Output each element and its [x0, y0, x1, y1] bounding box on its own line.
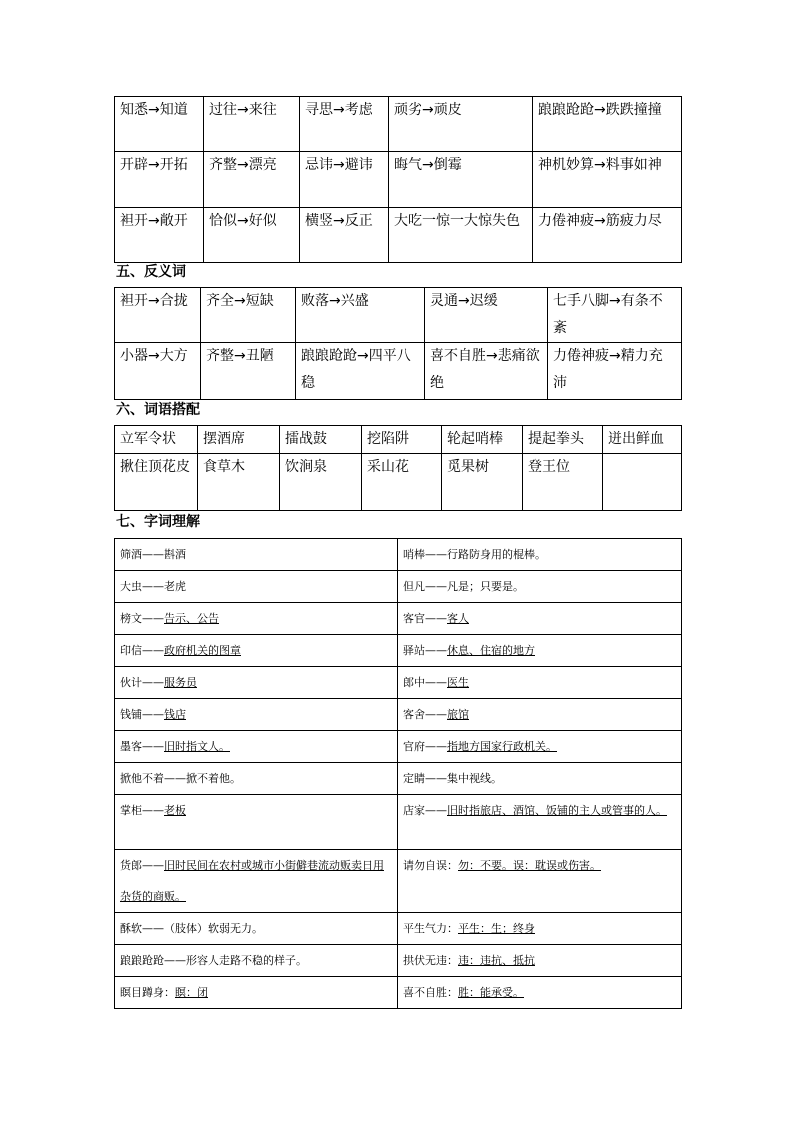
term: 货郎——: [120, 859, 164, 872]
term: 掀他不着——: [120, 772, 186, 785]
table-row: [115, 571, 682, 603]
table-cell: 知悉→知道: [115, 97, 204, 152]
term: 哨棒——: [403, 548, 447, 561]
table-row: [115, 426, 682, 454]
table-cell: 喜不自胜→悲痛欲绝: [425, 343, 548, 400]
definition-cell: [115, 571, 398, 603]
definition-cell: [115, 763, 398, 795]
table-cell: 齐整→丑陋: [201, 343, 296, 400]
definition-cell: [398, 603, 682, 635]
definition-cell: [398, 977, 682, 1009]
definition: 老板: [164, 804, 186, 817]
table-row: [115, 635, 682, 667]
table-row: [115, 699, 682, 731]
definition: 告示、公告: [164, 612, 219, 625]
definition: 旧时指文人。: [164, 740, 230, 753]
table-cell: 力倦神疲→精力充沛: [548, 343, 682, 400]
definition-cell: [398, 945, 682, 977]
table-row: [115, 850, 682, 913]
definition-cell: [115, 945, 398, 977]
definition-cell: [115, 795, 398, 850]
table-cell: 过往→来往: [204, 97, 300, 152]
term: 请勿自误：: [403, 859, 458, 872]
table-cell: 食草木: [198, 454, 280, 511]
table-cell: 踉踉跄跄→四平八稳: [296, 343, 425, 400]
table-cell: 忌讳→避讳: [300, 152, 389, 208]
definition: （肢体）软弱无力。: [164, 922, 263, 935]
definition: 钱店: [164, 708, 186, 721]
table-cell: 败落→兴盛: [296, 288, 425, 343]
table-cell: 饮涧泉: [280, 454, 362, 511]
table-cell: 齐全→短缺: [201, 288, 296, 343]
term: 大虫——: [120, 580, 164, 593]
definition: 医生: [447, 676, 469, 689]
table-cell: 寻思→考虑: [300, 97, 389, 152]
definition: 老虎: [164, 580, 186, 593]
definition-cell: [115, 699, 398, 731]
word-meanings-heading: 七、字词理解: [116, 514, 200, 530]
definition: 凡是；只要是。: [447, 580, 524, 593]
table-row: [115, 667, 682, 699]
definition-cell: [115, 731, 398, 763]
table-row: [115, 603, 682, 635]
definition-cell: [398, 731, 682, 763]
table-cell: 擂战鼓: [280, 426, 362, 454]
definition: 平生：生；终身: [458, 922, 535, 935]
definition-cell: [115, 977, 398, 1009]
definition-cell: [115, 913, 398, 945]
definition: 瞑：闭: [175, 986, 208, 999]
term: 墨客——: [120, 740, 164, 753]
collocations-heading: 六、词语搭配: [116, 402, 200, 418]
definition: 指地方国家行政机关。: [447, 740, 557, 753]
table-cell: 齐整→漂亮: [204, 152, 300, 208]
table-cell: 大吃一惊一大惊失色: [389, 208, 533, 263]
table-row: [115, 913, 682, 945]
definition-cell: [115, 635, 398, 667]
table-cell: 恰似→好似: [204, 208, 300, 263]
term: 但凡——: [403, 580, 447, 593]
term: 瞑目蹲身：: [120, 986, 175, 999]
definition-cell: [398, 763, 682, 795]
table-cell: 力倦神疲→筋疲力尽: [533, 208, 682, 263]
definition-cell: [115, 603, 398, 635]
definition-cell: [115, 667, 398, 699]
table-row: [115, 97, 682, 152]
definition: 行路防身用的棍棒。: [447, 548, 546, 561]
table-cell: 袒开→合拢: [115, 288, 201, 343]
term: 官府——: [403, 740, 447, 753]
table-row: [115, 977, 682, 1009]
definition-cell: [398, 913, 682, 945]
definition: 休息、住宿的地方: [447, 644, 535, 657]
term: 店家——: [403, 804, 447, 817]
term: 掌柜——: [120, 804, 164, 817]
table-cell: 晦气→倒霉: [389, 152, 533, 208]
table-cell: 开辟→开拓: [115, 152, 204, 208]
term: 喜不自胜：: [403, 986, 458, 999]
table-cell: 摆酒席: [198, 426, 280, 454]
table-cell: 觅果树: [442, 454, 523, 511]
table-row: [115, 343, 682, 400]
term: 踉踉跄跄——: [120, 954, 186, 967]
term: 伙计——: [120, 676, 164, 689]
definition-cell: [115, 850, 398, 913]
antonyms-table: [114, 287, 682, 400]
definition: 政府机关的图章: [164, 644, 241, 657]
definition: 旅馆: [447, 708, 469, 721]
table-cell: 采山花: [362, 454, 442, 511]
table-row: [115, 152, 682, 208]
term: 钱铺——: [120, 708, 164, 721]
definition: 客人: [447, 612, 469, 625]
definition: 服务员: [164, 676, 197, 689]
definition-cell: [398, 699, 682, 731]
definition-cell: [398, 667, 682, 699]
definition: 掀不着他。: [186, 772, 241, 785]
definition-cell: [115, 539, 398, 571]
definition: 违：违抗、抵抗: [458, 954, 535, 967]
table-row: [115, 763, 682, 795]
table-cell: 袒开→敞开: [115, 208, 204, 263]
collocations-table: [114, 425, 682, 511]
term: 郎中——: [403, 676, 447, 689]
table-cell: 灵通→迟缓: [425, 288, 548, 343]
definition-cell: [398, 635, 682, 667]
term: 筛酒——: [120, 548, 164, 561]
synonyms-table: [114, 96, 682, 263]
definition: 旧时民间在农村或城市小街僻巷流动贩卖日用杂货的商贩。: [120, 859, 384, 903]
table-row: [115, 208, 682, 263]
definition-cell: [398, 850, 682, 913]
term: 平生气力：: [403, 922, 458, 935]
term: 客官——: [403, 612, 447, 625]
table-cell: 小器→大方: [115, 343, 201, 400]
definition: 形容人走路不稳的样子。: [186, 954, 307, 967]
table-cell: [603, 454, 682, 511]
term: 酥软——: [120, 922, 164, 935]
term: 客舍——: [403, 708, 447, 721]
table-cell: 挖陷阱: [362, 426, 442, 454]
table-row: [115, 288, 682, 343]
definition-cell: [398, 539, 682, 571]
table-cell: 踉踉跄跄→跌跌撞撞: [533, 97, 682, 152]
table-cell: 轮起哨棒: [442, 426, 523, 454]
table-cell: 顽劣→顽皮: [389, 97, 533, 152]
table-row: [115, 795, 682, 850]
term: 驿站——: [403, 644, 447, 657]
table-row: [115, 945, 682, 977]
table-cell: 登王位: [523, 454, 603, 511]
table-row: [115, 454, 682, 511]
table-row: [115, 731, 682, 763]
term: 拱伏无违：: [403, 954, 458, 967]
term: 印信——: [120, 644, 164, 657]
definition-cell: [398, 571, 682, 603]
term: 榜文——: [120, 612, 164, 625]
term: 定睛——: [403, 772, 447, 785]
table-row: [115, 539, 682, 571]
table-cell: 神机妙算→料事如神: [533, 152, 682, 208]
table-cell: 迸出鲜血: [603, 426, 682, 454]
definition: 集中视线。: [447, 772, 502, 785]
table-cell: 提起拳头: [523, 426, 603, 454]
table-cell: 七手八脚→有条不紊: [548, 288, 682, 343]
table-cell: 立军令状: [115, 426, 198, 454]
definition: 勿：不要。误：耽误或伤害。: [458, 859, 601, 872]
antonyms-heading: 五、反义词: [116, 264, 186, 280]
definition: 斟酒: [164, 548, 186, 561]
table-cell: 横竖→反正: [300, 208, 389, 263]
word-meanings-table: [114, 538, 682, 1009]
definition-cell: [398, 795, 682, 850]
definition: 旧时指旅店、酒馆、饭铺的主人或管事的人。: [447, 804, 667, 817]
definition: 胜：能承受。: [458, 986, 524, 999]
table-cell: 揪住顶花皮: [115, 454, 198, 511]
